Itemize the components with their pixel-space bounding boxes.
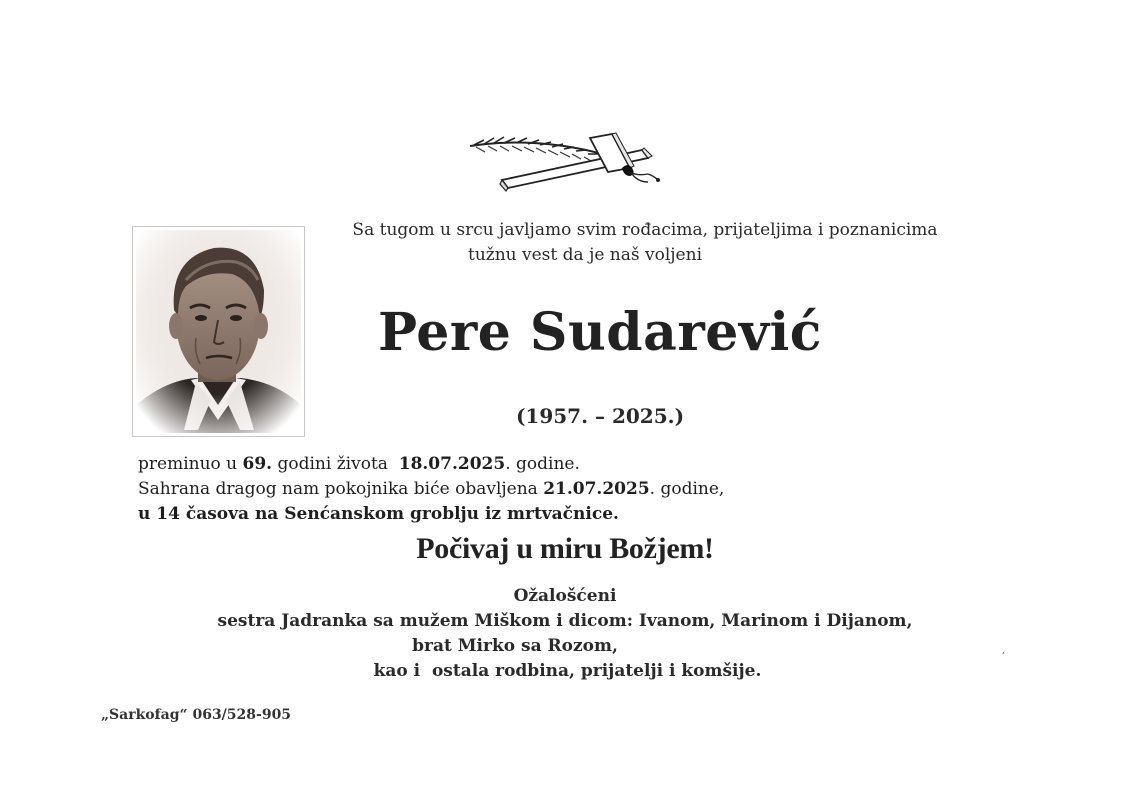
rest-in-peace: Počivaj u miru Božjem! [416, 532, 714, 565]
funeral-date: 21.07.2025 [543, 479, 650, 499]
details-line-funeral [138, 477, 838, 502]
cross-with-palm-icon [462, 128, 682, 192]
mourner-line-others: kao i ostala rodbina, prijatelji i komšije. [373, 661, 762, 681]
mourners-list [140, 584, 990, 684]
intro-line-2: tužnu vest da je naš voljeni [467, 245, 703, 265]
funeral-details [138, 452, 838, 527]
intro-text [320, 218, 970, 268]
portrait-photo [132, 226, 305, 437]
age-value: 69. [242, 454, 273, 474]
portrait-photo-image [136, 230, 301, 433]
mourner-line-sister: sestra Jadranka sa mužem Miškom i dicom: Ivanom, Marinom i Dijanom, [217, 611, 913, 631]
mourners-heading: Ožalošćeni [513, 586, 617, 606]
details-text: Sahrana dragog nam pokojnika biće obavljena [138, 479, 544, 499]
death-date: 18.07.2025 [398, 454, 506, 474]
funeral-home-contact: „Sarkofag“ 063/528-905 [101, 707, 292, 723]
details-text: godini života [272, 454, 399, 474]
details-text: . godine. [505, 454, 580, 474]
details-line-place [138, 502, 838, 527]
details-text: . godine, [649, 479, 725, 499]
intro-line-1: Sa tugom u srcu javljamo svim rođacima, prijateljima i poznanicima [352, 220, 938, 240]
deceased-name: Pere Sudarević [378, 302, 822, 363]
mourner-line-brother: brat Mirko sa Rozom, [412, 636, 618, 656]
stray-mark: , [1002, 646, 1005, 656]
details-text: preminuo u [138, 454, 243, 474]
funeral-place: u 14 časova na Senćanskom groblju iz mrtvačnice. [138, 504, 619, 524]
deceased-years: (1957. – 2025.) [515, 404, 685, 428]
details-line-death [138, 452, 838, 477]
